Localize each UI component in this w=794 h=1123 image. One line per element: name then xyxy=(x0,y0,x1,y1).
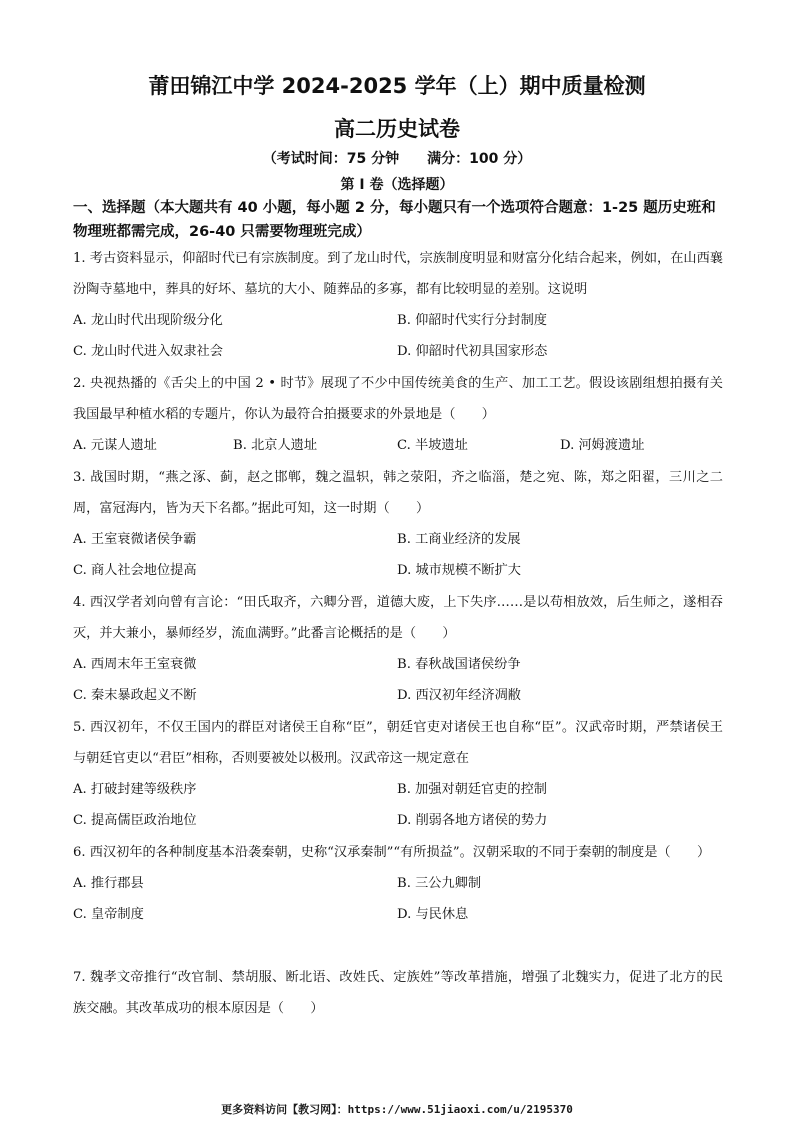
option-d: D. 仰韶时代初具国家形态 xyxy=(397,344,548,359)
options-row xyxy=(73,680,723,711)
options-row xyxy=(73,336,723,367)
question-stem: 3. 战国时期，“燕之涿、蓟，赵之邯郸，魏之温轵，韩之荥阳，齐之临淄，楚之宛、陈，郑之阳翟，三川之二周，富冠海内，皆为天下名都。”据此可知，这一时期（ ） xyxy=(73,470,723,516)
exam-time: （考试时间：75 分钟 xyxy=(262,151,400,167)
option-b: B. 工商业经济的发展 xyxy=(397,532,521,547)
option-a: A. 西周末年王室衰微 xyxy=(73,657,197,672)
exam-subtitle: 高二历史试卷 xyxy=(334,117,460,141)
question-6 xyxy=(73,837,723,930)
option-b: B. 北京人遗址 xyxy=(233,438,318,453)
option-d: D. 与民休息 xyxy=(397,907,469,922)
option-b: B. 三公九卿制 xyxy=(397,876,482,891)
question-stem: 2. 央视热播的《舌尖上的中国 2 • 时节》展现了不少中国传统美食的生产、加工工艺。假设该剧组想拍摄有关我国最早种植水稻的专题片，你认为最符合拍摄要求的外景地是（ ） xyxy=(73,376,723,422)
option-c: C. 半坡遗址 xyxy=(397,438,468,453)
option-b: B. 仰韶时代实行分封制度 xyxy=(397,313,547,328)
question-2 xyxy=(73,368,723,461)
options-row xyxy=(73,868,723,899)
question-stem: 1. 考古资料显示，仰韶时代已有宗族制度。到了龙山时代，宗族制度明显和财富分化结合起来，例如，在山西襄汾陶寺墓地中，葬具的好坏、墓坑的大小、随葬品的多寡，都有比较明显的差别。这说明 xyxy=(73,251,723,297)
question-1 xyxy=(73,243,723,367)
option-b: B. 加强对朝廷官吏的控制 xyxy=(397,782,547,797)
option-a: A. 龙山时代出现阶级分化 xyxy=(73,313,223,328)
question-stem: 7. 魏孝文帝推行“改官制、禁胡服、断北语、改姓氏、定族姓”等改革措施，增强了北魏实力，促进了北方的民族交融。其改革成功的根本原因是（ ） xyxy=(73,970,723,1016)
options-row xyxy=(73,805,723,836)
full-score: 满分：100 分） xyxy=(427,151,532,167)
options-row xyxy=(73,305,723,336)
question-stem: 5. 西汉初年，不仅王国内的群臣对诸侯王自称“臣”，朝廷官吏对诸侯王也自称“臣”。汉武帝时期，严禁诸侯王与朝廷官吏以“君臣”相称，否则要被处以极刑。汉武帝这一规定意在 xyxy=(73,720,723,766)
question-stem: 4. 西汉学者刘向曾有言论：“田氏取齐，六卿分晋，道德大废，上下失序……是以苟相放效，后生师之，遂相吞灭，并大兼小，暴师经岁，流血满野。”此番言论概括的是（ ） xyxy=(73,595,723,641)
question-5 xyxy=(73,712,723,836)
question-7 xyxy=(73,962,723,1024)
options-row xyxy=(73,430,723,461)
question-4 xyxy=(73,587,723,711)
option-c: C. 提高儒臣政治地位 xyxy=(73,813,197,828)
option-c: C. 龙山时代进入奴隶社会 xyxy=(73,344,223,359)
exam-title: 莆田锦江中学 2024-2025 学年（上）期中质量检测 xyxy=(148,74,646,98)
option-c: C. 皇帝制度 xyxy=(73,907,144,922)
option-a: A. 王室衰微诸侯争霸 xyxy=(73,532,197,547)
options-row xyxy=(73,899,723,930)
question-stem: 6. 西汉初年的各种制度基本沿袭秦朝，史称“汉承秦制”“有所损益”。汉朝采取的不同于秦朝的制度是（ ） xyxy=(73,845,711,860)
option-b: B. 春秋战国诸侯纷争 xyxy=(397,657,521,672)
footer-link[interactable]: 更多资料访问【教习网】：https://www.51jiaoxi.com/u/2195370 xyxy=(221,1103,573,1116)
section-instructions: 一、选择题（本大题共有 40 小题，每小题 2 分，每小题只有一个选项符合题意：1-25 题历史班和物理班都需完成，26-40 只需要物理班完成） xyxy=(73,200,716,240)
options-row xyxy=(73,524,723,555)
options-row xyxy=(73,649,723,680)
options-row xyxy=(73,555,723,586)
question-3 xyxy=(73,462,723,586)
option-d: D. 城市规模不断扩大 xyxy=(397,563,521,578)
options-row xyxy=(73,774,723,805)
exam-meta xyxy=(0,148,794,168)
option-a: A. 元谋人遗址 xyxy=(73,438,157,453)
option-c: C. 秦末暴政起义不断 xyxy=(73,688,197,703)
option-d: D. 削弱各地方诸侯的势力 xyxy=(397,813,548,828)
option-c: C. 商人社会地位提高 xyxy=(73,563,197,578)
option-a: A. 推行郡县 xyxy=(73,876,144,891)
option-d: D. 河姆渡遗址 xyxy=(560,438,645,453)
volume-heading: 第 I 卷（选择题） xyxy=(340,177,454,193)
option-d: D. 西汉初年经济凋敝 xyxy=(397,688,521,703)
option-a: A. 打破封建等级秩序 xyxy=(73,782,197,797)
